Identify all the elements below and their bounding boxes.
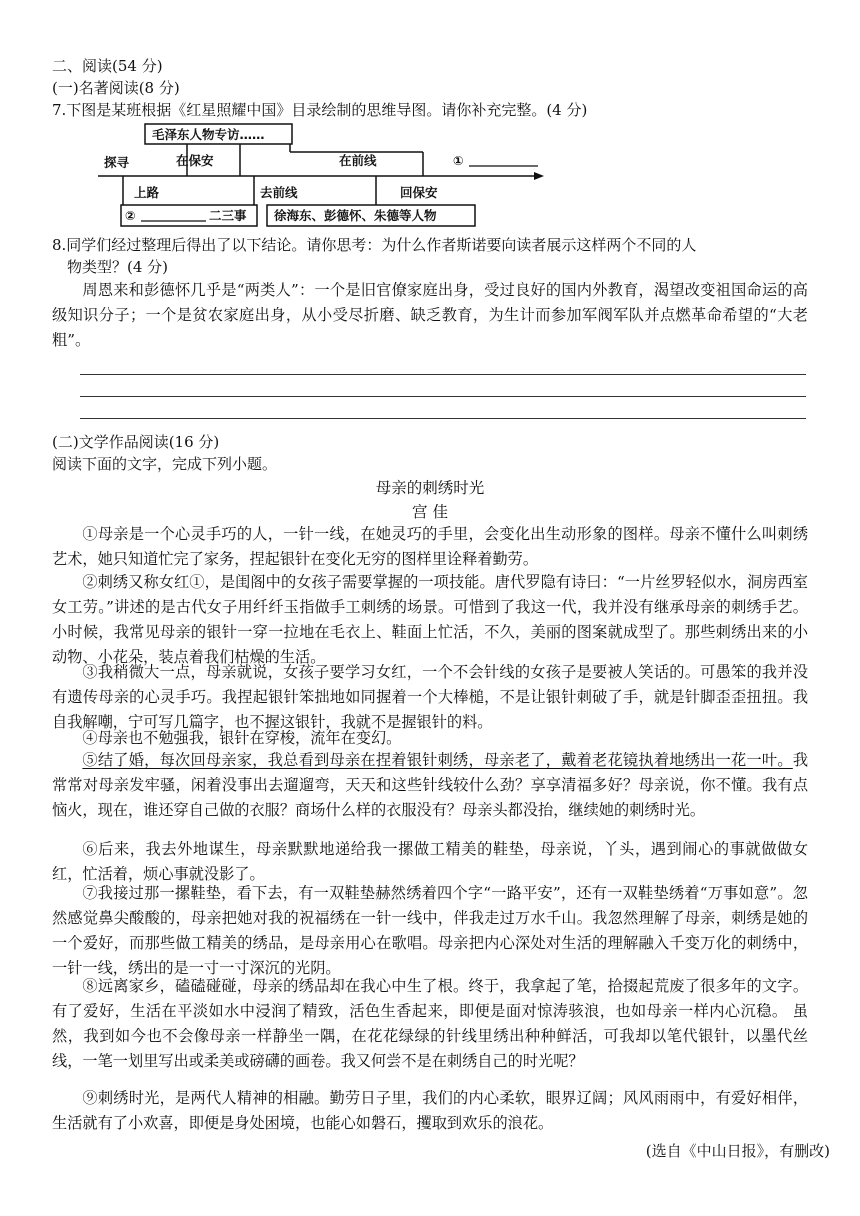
mindmap-label-shanglu: 上路 [134, 185, 160, 200]
article-author: 宫 佳 [412, 503, 448, 521]
question-8-line2: 物类型？(4 分) [67, 258, 169, 276]
paragraph-2: ②刺绣又称女红①，是闺阁中的女孩子需要掌握的一项技能。唐代罗隐有诗曰：“一片丝罗轻似水，洞房西室女工劳。”讲述的是古代女子用纤纤玉指做手工刺绣的场景。可惜到了我这一代，我并没有继承母亲的刺绣手艺。小时候，我常见母亲的银针一穿一拉地在毛衣上、鞋面上忙活，不久，美丽的图案就成型了。那些刺绣出来的小动物、小花朵，装点着我们枯燥的生活。 [52, 573, 808, 666]
question-8-line1: 8.同学们经过整理后得出了以下结论。请你思考：为什么作者斯诺要向读者展示这样两个不同的人 [52, 236, 697, 254]
mindmap-blank-1-num: ① [453, 153, 464, 168]
article-source: (选自《中山日报》，有删改) [645, 1142, 830, 1160]
paragraph-4: ④母亲也不勉强我，银针在穿梭，流年在变幻。 [82, 729, 402, 747]
article-title: 母亲的刺绣时光 [375, 479, 485, 497]
answer-line-2[interactable] [80, 396, 806, 397]
mindmap-label-tanxun: 探寻 [104, 155, 130, 170]
part2-title: (二)文学作品阅读(16 分) [52, 433, 220, 451]
mindmap-label-quqianxian: 去前线 [260, 185, 298, 200]
reading-instruction: 阅读下面的文字，完成下列小题。 [52, 455, 278, 473]
paragraph-7: ⑦我接过那一摞鞋垫，看下去，有一双鞋垫赫然绣着四个字“一路平安”，还有一双鞋垫绣着“万事如意”。忽然感觉鼻尖酸酸的，母亲把她对我的祝福绣在一针一线中，伴我走过万水千山。我忽然理解了母亲，刺绣是她的一个爱好，而那些做工精美的绣品，是母亲用心在歌唱。母亲把内心深处对生活的理解融入千变万化的刺绣中，一针一线，绣出的是一寸一寸深沉的光阴。 [52, 884, 808, 977]
paragraph-6: ⑥后来，我去外地谋生，母亲默默地递给我一摞做工精美的鞋垫，母亲说，丫头，遇到闹心的事就做做女红，忙活着，烦心事就没影了。 [52, 840, 808, 883]
mindmap-diagram [96, 120, 556, 232]
mindmap-box-left-text: 二三事 [209, 208, 247, 223]
arrow-right-icon [534, 172, 544, 180]
mindmap-top-box-text: 毛泽东人物专访…… [152, 127, 265, 142]
mindmap-box-right-text: 徐海东、彭德怀、朱德等人物 [274, 208, 437, 223]
paragraph-5-underlined: ⑤结了婚，每次回母亲家，我总看到母亲在捏着银针刺绣，母亲老了，戴着老花镜执着地绣出一花一叶。 [82, 751, 793, 769]
paragraph-8: ⑧远离家乡，磕磕碰碰，母亲的绣品却在我心中生了根。终于，我拿起了笔，拾掇起荒废了很多年的文字。有了爱好，生活在平淡如水中浸润了精致，活色生香起来，即便是面对惊涛骇浪，也如母亲一样内心沉稳。 虽然，我到如今也不会像母亲一样静坐一隅，在花花绿绿的针线里绣出种种鲜活，可我却以笔代银针，以墨代丝线，一笔一划里写出或柔美或磅礴的画卷。我又何尝不是在刺绣自己的时光呢？ [52, 977, 808, 1070]
paragraph-5-rest: 我常常对母亲发牢骚，闲着没事出去遛遛弯，天天和这些针线较什么劲？享享清福多好？母亲说，你不懂。我有点恼火，现在，谁还穿自己做的衣服？商场什么样的衣服没有？母亲头都没抬，继续她的刺绣时光。 [52, 751, 808, 819]
paragraph-9: ⑨刺绣时光，是两代人精神的相融。勤劳日子里，我们的内心柔软，眼界辽阔；风风雨雨中，有爱好相伴，生活就有了小欢喜，即便是身处困境，也能心如磐石，攫取到欢乐的浪花。 [52, 1089, 808, 1132]
mindmap-label-huibaoan: 回保安 [400, 185, 438, 200]
mindmap-label-zaibaoan: 在保安 [176, 153, 214, 168]
part1-title: (一)名著阅读(8 分) [52, 79, 180, 97]
section-title: 二、阅读(54 分) [52, 57, 163, 75]
paragraph-3: ③我稍微大一点，母亲就说，女孩子要学习女红，一个不会针线的女孩子是要被人笑话的。可愚笨的我并没有遗传母亲的心灵手巧。我捏起银针笨拙地如同握着一个大棒槌，不是让银针刺破了手，就是针脚歪歪扭扭。我自我解嘲，宁可写几篇字，也不握这银针，我就不是握银针的料。 [52, 663, 808, 731]
answer-line-1[interactable] [80, 374, 806, 375]
paragraph-1: ①母亲是一个心灵手巧的人，一针一线，在她灵巧的手里，会变化出生动形象的图样。母亲不懂什么叫刺绣艺术，她只知道忙完了家务，捏起银针在变化无穷的图样里诠释着勤劳。 [52, 525, 808, 568]
answer-line-3[interactable] [80, 418, 806, 419]
question-8-quote: 周恩来和彭德怀几乎是“两类人”：一个是旧官僚家庭出身，受过良好的国内外教育，渴望改变祖国命运的高级知识分子；一个是贫农家庭出身，从小受尽折磨、缺乏教育，为生计而参加军阀军队并点燃革命希望的“大老粗”。 [52, 281, 808, 349]
mindmap-blank-2-num: ② [125, 208, 136, 223]
mindmap-label-zaiqianxian: 在前线 [339, 153, 377, 168]
paragraph-5 [52, 748, 808, 823]
question-7: 7.下图是某班根据《红星照耀中国》目录绘制的思维导图。请你补充完整。(4 分) [52, 101, 588, 119]
